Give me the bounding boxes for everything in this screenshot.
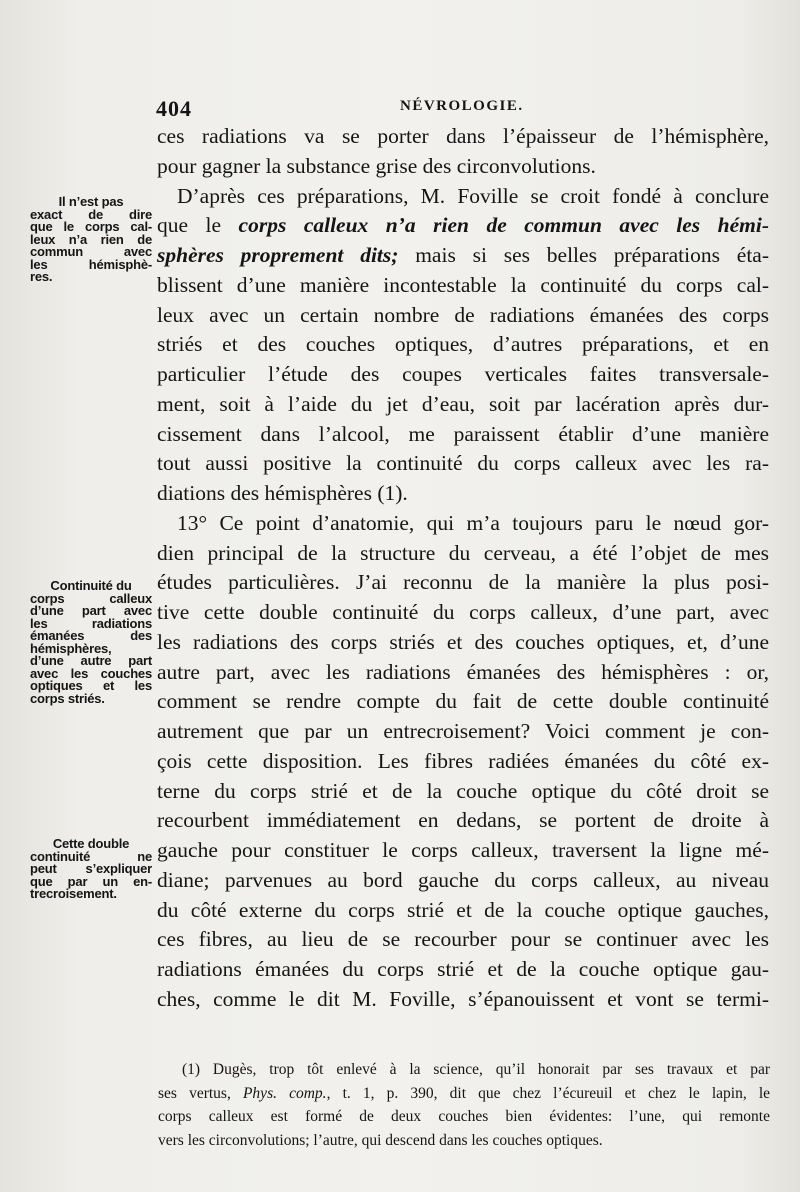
margin-note-line: corps striés. (30, 690, 105, 706)
text-line: ces radiations va se porter dans l’épaisseur de l’hémisphère, (157, 124, 769, 148)
text-fragment: , t. 1, p. 390, dit que chez l’écureuil et chez le lapin, le (326, 1084, 771, 1102)
text-line: dien principal de la structure du cerveau, a été l’objet de mes (157, 540, 769, 565)
text-line: autre part, avec les radiations émanées des hémisphères : or, (157, 659, 769, 684)
text-line: autrement que par un entrecroisement? Voici comment je con- (157, 719, 769, 743)
footnote-line: (1) Dugès, trop tôt enlevé à la science, qu’il honorait par ses travaux et par (182, 1061, 770, 1078)
margin-note-line: émanées des (30, 628, 152, 643)
margin-note-line: commun avec (30, 244, 152, 259)
text-line: D’après ces préparations, M. Foville se croit fondé à conclure (177, 183, 769, 208)
margin-note-line: continuité ne (30, 848, 152, 864)
text-line: çois cette disposition. Les fibres radiées émanées du côté ex- (157, 748, 769, 773)
page-number: 404 (156, 96, 192, 121)
text-line: striés et des couches optiques, d’autres préparations, et en (157, 332, 769, 357)
text-line: tive cette double continuité du corps calleux, d’une part, avec (157, 600, 769, 624)
text-line: études particulières. J’ai reconnu de la manière la plus posi- (157, 570, 769, 595)
text-line: cissement dans l’alcool, me paraissent établir d’une manière (157, 421, 769, 446)
footnote-line: vers les circonvolutions; l’autre, qui descend dans les couches optiques. (158, 1131, 603, 1149)
text-line: pour gagner la substance grise des circonvolutions. (157, 153, 596, 178)
text-line: gauche pour constituer le corps calleux, traversent la ligne mé- (157, 838, 769, 862)
citation-title: Phys. comp. (242, 1084, 327, 1102)
text-fragment: ses vertus, (158, 1084, 243, 1102)
margin-note-line: avec les couches (30, 665, 152, 681)
margin-note-line: trecroisement. (30, 886, 117, 901)
text-line: radiations émanées du corps strié et de la couche optique gau- (157, 957, 769, 981)
margin-note-line: leux n’a rien de (30, 231, 152, 247)
emphasis-text: sphères proprement dits; (157, 243, 399, 267)
margin-note-line: Continuité du (50, 578, 132, 593)
text-line (157, 211, 769, 241)
text-line: ces fibres, au lieu de se recourber pour se continuer avec les (157, 927, 769, 952)
text-line: ment, soit à l’aide du jet d’eau, soit par lacération après dur- (157, 391, 769, 416)
margin-note-line: les radiations (30, 615, 152, 631)
margin-note-line: corps calleux (30, 590, 152, 606)
text-line: 13° Ce point d’anatomie, qui m’a toujours paru le nœud gor- (177, 510, 769, 535)
margin-note-2 (30, 580, 152, 705)
margin-note-1 (30, 196, 152, 284)
margin-note-line: hémisphères, (30, 640, 112, 656)
text-line: ches, comme le dit M. Foville, s’épanouissent et vont se termi- (157, 986, 769, 1011)
margin-note-line: res. (30, 269, 53, 284)
emphasis-text: corps calleux n’a rien de commun avec les hémi- (238, 213, 769, 238)
text-line: leux avec un certain nombre de radiations émanées des corps (157, 302, 769, 327)
footnote-line: corps calleux est formé de deux couches bien évidentes: l’une, qui remonte (158, 1108, 770, 1125)
text-line: du côté externe du corps strié et de la couche optique gauches, (157, 897, 769, 922)
margin-note-line: d’une part avec (30, 603, 152, 618)
text-fragment: mais si ses belles préparations éta- (398, 243, 769, 267)
text-line: comment se rendre compte du fait de cette double continuité (157, 689, 769, 714)
margin-note-line: peut s’expliquer (30, 861, 152, 876)
text-line: les radiations des corps striés et des couches optiques, et, d’une (157, 629, 769, 654)
margin-note-line: Cette double (52, 836, 130, 851)
main-text (157, 122, 769, 1015)
margin-note-line: que le corps cal- (30, 219, 152, 234)
margin-note-line: d’une autre part (30, 653, 152, 668)
text-line: diations des hémisphères (1). (157, 481, 408, 505)
margin-note-line: que par un en- (30, 873, 152, 889)
text-line: recourbent immédiatement en dedans, se portent de droite à (157, 808, 769, 833)
footnote-line (158, 1082, 770, 1106)
margin-note-line: Il n’est pas (58, 194, 124, 209)
running-head: NÉVROLOGIE. (400, 98, 524, 114)
text-line: diane; parvenues au bord gauche du corps calleux, au niveau (157, 867, 769, 892)
text-line: particulier l’étude des coupes verticales faites transversale- (157, 362, 769, 386)
margin-note-line: exact de dire (30, 206, 152, 222)
text-line: blissent d’une manière incontestable la continuité du corps cal- (157, 272, 769, 297)
margin-note-3 (30, 838, 152, 901)
margin-note-line: optiques et les (30, 678, 152, 693)
text-line (157, 241, 769, 271)
text-line: terne du corps strié et de la couche optique du côté droit se (157, 778, 769, 803)
text-fragment: que le (157, 213, 239, 238)
footnote (158, 1058, 770, 1152)
margin-note-line: les hémisphè- (30, 256, 152, 272)
text-line: tout aussi positive la continuité du corps calleux avec les ra- (157, 451, 769, 476)
